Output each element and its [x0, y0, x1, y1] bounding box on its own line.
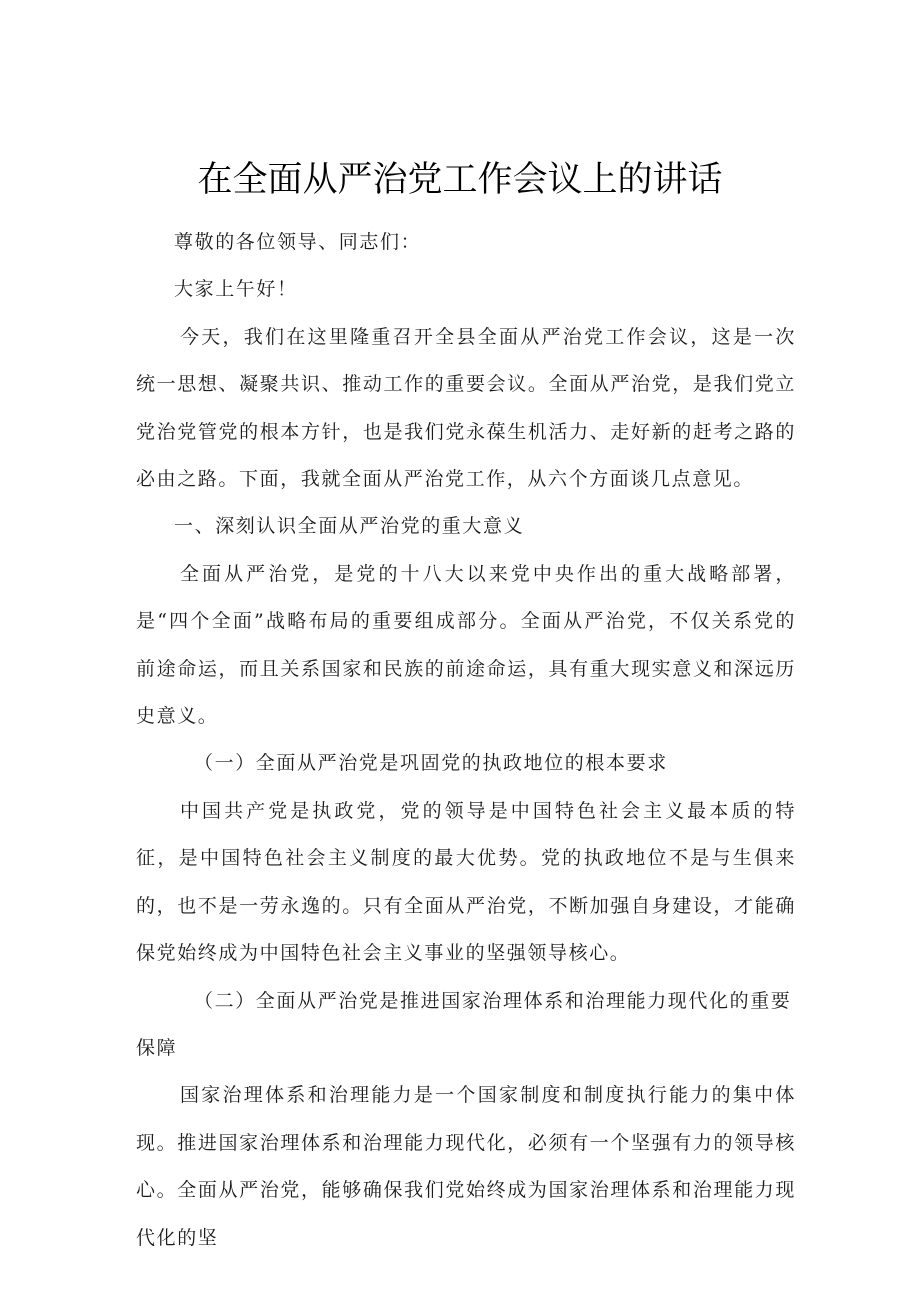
- document-title: 在全面从严治党工作会议上的讲话: [197, 160, 723, 200]
- subsection-1-paragraph: 中国共产党是执政党，党的领导是中国特色社会主义最本质的特征，是中国特色社会主义制度的最大优势。党的执政地位不是与生俱来的，也不是一劳永逸的。只有全面从严治党，不断加强自身建设，才能确保党始终成为中国特色社会主义事业的坚强领导核心。: [136, 799, 796, 965]
- subsection-2-paragraph: 国家治理体系和治理能力是一个国家制度和制度执行能力的集中体现。推进国家治理体系和治理能力现代化，必须有一个坚强有力的领导核心。全面从严治党，能够确保我们党始终成为国家治理体系和治理能力现代化的坚: [136, 1084, 796, 1249]
- subsection-1-heading: （一）全面从严治党是巩固党的执政地位的根本要求: [194, 752, 668, 775]
- section-1-heading: 一、深刻认识全面从严治党的重大意义: [174, 515, 525, 538]
- document-body: [136, 219, 796, 1262]
- greeting: 尊敬的各位领导、同志们：: [174, 231, 422, 253]
- intro-paragraph: 今天，我们在这里隆重召开全县全面从严治党工作会议，这是一次统一思想、凝聚共识、推动工作的重要会议。全面从严治党，是我们党立党治党管党的根本方针，也是我们党永葆生机活力、走好新的赶考之路的必由之路。下面，我就全面从严治党工作，从六个方面谈几点意见。: [136, 325, 796, 491]
- opening-line: 大家上午好！: [174, 278, 298, 301]
- section-1-paragraph: 全面从严治党，是党的十八大以来党中央作出的重大战略部署，是“四个全面”战略布局的重要组成部分。全面从严治党，不仅关系党的前途命运，而且关系国家和民族的前途命运，具有重大现实意义和深远历史意义。: [136, 562, 796, 728]
- subsection-2-heading: （二）全面从严治党是推进国家治理体系和治理能力现代化的重要保障: [136, 989, 792, 1059]
